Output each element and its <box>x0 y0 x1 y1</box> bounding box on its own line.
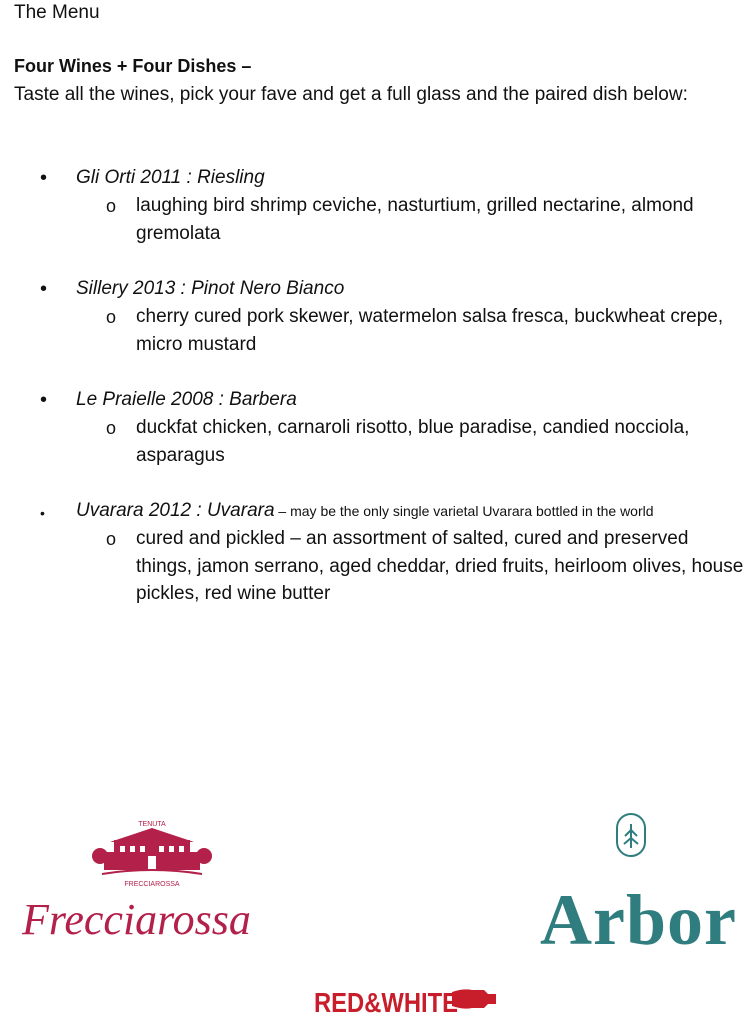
bullet-icon: • <box>40 389 48 411</box>
arbor-logo <box>536 812 737 960</box>
frecciarossa-seal-icon <box>18 812 290 944</box>
red-white-text: RED&WHITE <box>314 987 458 1018</box>
frecciarossa-logo <box>18 812 290 944</box>
arbor-wordmark: Arbor <box>540 880 737 960</box>
wine-title <box>76 386 297 414</box>
bullet-icon: • <box>40 167 48 189</box>
paired-dish: cherry cured pork skewer, watermelon salsa fresca, buckwheat crepe, micro mustard <box>136 306 724 355</box>
frecciarossa-script: Frecciarossa <box>22 895 251 944</box>
wine-name: Gli Orti 2011 : Riesling <box>76 167 265 188</box>
paired-dish: laughing bird shrimp ceviche, nasturtium, grilled nectarine, almond gremolata <box>136 195 694 244</box>
wine-note: – may be the only single varietal Uvarara bottled in the world <box>274 503 654 519</box>
wine-title <box>76 497 654 525</box>
sub-bullet-icon: o <box>106 307 117 327</box>
bullet-icon: • <box>40 278 48 300</box>
red-white-logo <box>312 980 498 1020</box>
paired-dish: cured and pickled – an assortment of salted, cured and preserved things, jamon serrano, aged cheddar, dried fruits, heirloom olives, house pickles, red wine butter <box>136 528 744 604</box>
paired-dish: duckfat chicken, carnaroli risotto, blue paradise, candied nocciola, asparagus <box>136 417 690 466</box>
seal-top-text: TENUTA <box>138 821 166 828</box>
sub-bullet-icon: o <box>106 529 117 549</box>
menu-heading: Four Wines + Four Dishes – <box>14 56 252 76</box>
sub-bullet-icon: o <box>106 196 117 216</box>
wine-title <box>76 164 265 192</box>
bullet-icon: • <box>40 505 45 521</box>
sub-bullet-icon: o <box>106 418 117 438</box>
wine-name: Le Praielle 2008 : Barbera <box>76 389 297 410</box>
seal-bottom-text: FRECCIAROSSA <box>124 881 180 888</box>
arbor-tree-icon <box>536 812 732 874</box>
wine-name: Sillery 2013 : Pinot Nero Bianco <box>76 278 345 299</box>
wine-title <box>76 275 344 303</box>
page-title: The Menu <box>14 2 100 23</box>
menu-intro: Taste all the wines, pick your fave and get a full glass and the paired dish below: <box>14 84 688 105</box>
wine-bottle-icon <box>312 980 498 1020</box>
wine-name: Uvarara 2012 : Uvarara <box>76 500 275 521</box>
